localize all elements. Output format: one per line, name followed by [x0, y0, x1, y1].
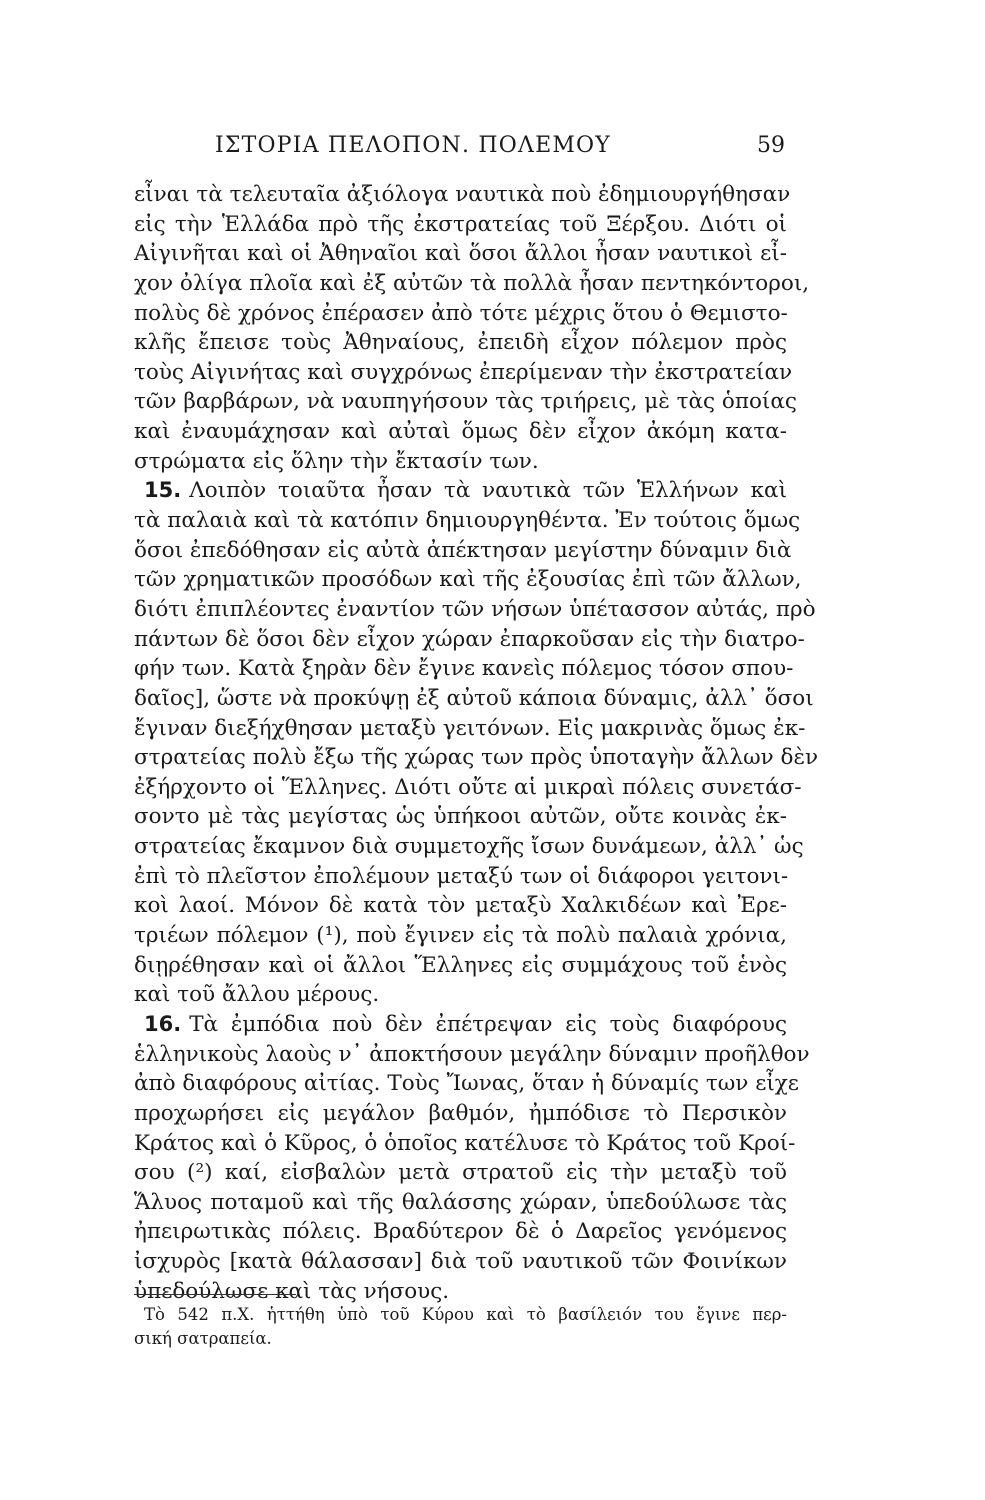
- text-line: Ἅλυος ποταμοῦ καὶ τῆς θαλάσσης χώραν, ὑπεδούλωσε τὰς: [134, 1189, 787, 1215]
- text-line: ἐξήρχοντο οἱ Ἕλληνες. Διότι οὔτε αἱ μικραὶ πόλεις συνετάσ-: [134, 774, 802, 800]
- text-line: ὑπεδούλωσε καὶ τὰς νήσους.: [134, 1278, 450, 1304]
- text-line: διῃρέθησαν καὶ οἱ ἄλλοι Ἕλληνες εἰς συμμάχους τοῦ ἑνὸς: [134, 952, 787, 978]
- text-line: [134, 476, 787, 506]
- text-line: καὶ τοῦ ἄλλου μέρους.: [134, 982, 380, 1008]
- text-line: φήν των. Κατὰ ξηρὰν δὲν ἔγινε κανεὶς πόλεμος τόσον σπου-: [134, 656, 794, 682]
- text-line: τῶν βαρβάρων, νὰ ναυπηγήσουν τὰς τριήρεις, μὲ τὰς ὁποίας: [134, 389, 797, 415]
- text-line: ἰσχυρὸς [κατὰ θάλασσαν] διὰ τοῦ ναυτικοῦ τῶν Φοινίκων: [134, 1249, 787, 1275]
- text-line: [134, 1010, 787, 1040]
- section-16-first-line: Τὰ ἐμπόδια ποὺ δὲν ἐπέτρεψαν εἰς τοὺς διαφόρους: [189, 1011, 787, 1037]
- text-line: κοὶ λαοί. Μόνον δὲ κατὰ τὸν μεταξὺ Χαλκιδέων καὶ Ἐρε-: [134, 893, 787, 919]
- text-line: ἑλληνικοὺς λαοὺς ν᾽ ἀποκτήσουν μεγάλην δύναμιν προῆλθον: [134, 1041, 810, 1067]
- text-line: εἰς τὴν Ἑλλάδα πρὸ τῆς ἐκστρατείας τοῦ Ξέρξου. Διότι οἱ: [134, 211, 787, 237]
- text-line: στρατείας πολὺ ἔξω τῆς χώρας των πρὸς ὑποταγὴν ἄλλων δὲν: [134, 745, 819, 771]
- running-header: [215, 133, 785, 163]
- text-line: δαῖος], ὥστε νὰ προκύψῃ ἐξ αὐτοῦ κάποια δύναμις, ἀλλ᾽ ὅσοι: [134, 685, 814, 711]
- text-line: Αἰγινῆται καὶ οἱ Ἀθηναῖοι καὶ ὅσοι ἄλλοι ἦσαν ναυτικοὶ εἶ-: [134, 241, 787, 267]
- text-line: Κράτος καὶ ὁ Κῦρος, ὁ ὁποῖος κατέλυσε τὸ Κράτος τοῦ Κροί-: [134, 1130, 796, 1156]
- text-line: χον ὀλίγα πλοῖα καὶ ἐξ αὐτῶν τὰ πολλὰ ἦσαν πεντηκόντοροι,: [134, 270, 810, 296]
- text-line: σου (²) καί, εἰσβαλὼν μετὰ στρατοῦ εἰς τὴν μεταξὺ τοῦ: [134, 1160, 787, 1186]
- text-line: τοὺς Αἰγινήτας καὶ συγχρόνως ἐπερίμεναν τὴν ἐκστρατείαν: [134, 359, 793, 385]
- text-line: στρατείας ἔκαμνον διὰ συμμετοχῆς ἴσων δυνάμεων, ἀλλ᾽ ὡς: [134, 834, 804, 860]
- text-line: στρώματα εἰς ὅλην τὴν ἔκτασίν των.: [134, 448, 539, 474]
- text-line: ἠπειρωτικὰς πόλεις. Βραδύτερον δὲ ὁ Δαρεῖος γενόμενος: [134, 1219, 787, 1245]
- footnote-line: σική σατραπεία.: [134, 1329, 272, 1348]
- text-line: ἔγιναν διεξήχθησαν μεταξὺ γειτόνων. Εἰς μακρινὰς ὅμως ἐκ-: [134, 715, 806, 741]
- section-15-first-line: Λοιπὸν τοιαῦτα ἦσαν τὰ ναυτικὰ τῶν Ἑλλήνων καὶ: [189, 478, 787, 504]
- text-line: πολὺς δὲ χρόνος ἐπέρασεν ἀπὸ τότε μέχρις ὅτου ὁ Θεμιστο-: [134, 300, 788, 326]
- text-line: τὰ παλαιὰ καὶ τὰ κατόπιν δημιουργηθέντα. Ἐν τούτοις ὅμως: [134, 508, 801, 534]
- text-line: διότι ἐπιπλέοντες ἐναντίον τῶν νήσων ὑπέτασσον αὐτάς, πρὸ: [134, 596, 816, 622]
- running-title: ΙΣΤΟΡΙΑ ΠΕΛΟΠΟΝ. ΠΟΛΕΜΟΥ: [215, 133, 612, 158]
- section-number-16: 16.: [144, 1011, 182, 1036]
- text-line: εἶναι τὰ τελευταῖα ἀξιόλογα ναυτικὰ ποὺ ἐδημιουργήθησαν: [134, 182, 791, 207]
- text-line: σοντο μὲ τὰς μεγίστας ὡς ὑπήκοοι αὐτῶν, οὔτε κοινὰς ἐκ-: [134, 804, 787, 830]
- text-line: ἀπὸ διαφόρους αἰτίας. Τοὺς Ἴωνας, ὅταν ἡ δύναμίς των εἶχε: [134, 1071, 799, 1097]
- text-line: καὶ ἐναυμάχησαν καὶ αὐταὶ ὅμως δὲν εἶχον ἀκόμη κατα-: [134, 419, 787, 445]
- text-line: τριέων πόλεμον (¹), ποὺ ἔγινεν εἰς τὰ πολὺ παλαιὰ χρόνια,: [134, 923, 787, 949]
- footnote: [134, 1303, 787, 1351]
- text-line: πάντων δὲ ὅσοι δὲν εἶχον χώραν ἐπαρκοῦσαν εἰς τὴν διατρο-: [134, 626, 805, 652]
- text-line: τῶν χρηματικῶν προσόδων καὶ τῆς ἐξουσίας ἐπὶ τῶν ἄλλων,: [134, 567, 802, 593]
- text-line: κλῆς ἔπεισε τοὺς Ἀθηναίους, ἐπειδὴ εἶχον πόλεμον πρὸς: [134, 330, 787, 356]
- section-number-15: 15.: [144, 478, 182, 503]
- text-line: ὅσοι ἐπεδόθησαν εἰς αὐτὰ ἀπέκτησαν μεγίστην δύναμιν διὰ: [134, 537, 792, 563]
- text-line: ἐπὶ τὸ πλεῖστον ἐπολέμουν μεταξύ των οἱ διάφοροι γειτονι-: [134, 863, 789, 889]
- page-number: 59: [757, 133, 785, 158]
- footnote-divider: [134, 1294, 296, 1295]
- text-line: προχωρήσει εἰς μεγάλον βαθμόν, ἠμπόδισε τὸ Περσικὸν: [134, 1100, 787, 1126]
- footnote-line: Τὸ 542 π.Χ. ἡττήθη ὑπὸ τοῦ Κύρου καὶ τὸ βασίλειόν του ἔγινε περ-: [144, 1305, 787, 1324]
- body-text: [134, 180, 819, 1306]
